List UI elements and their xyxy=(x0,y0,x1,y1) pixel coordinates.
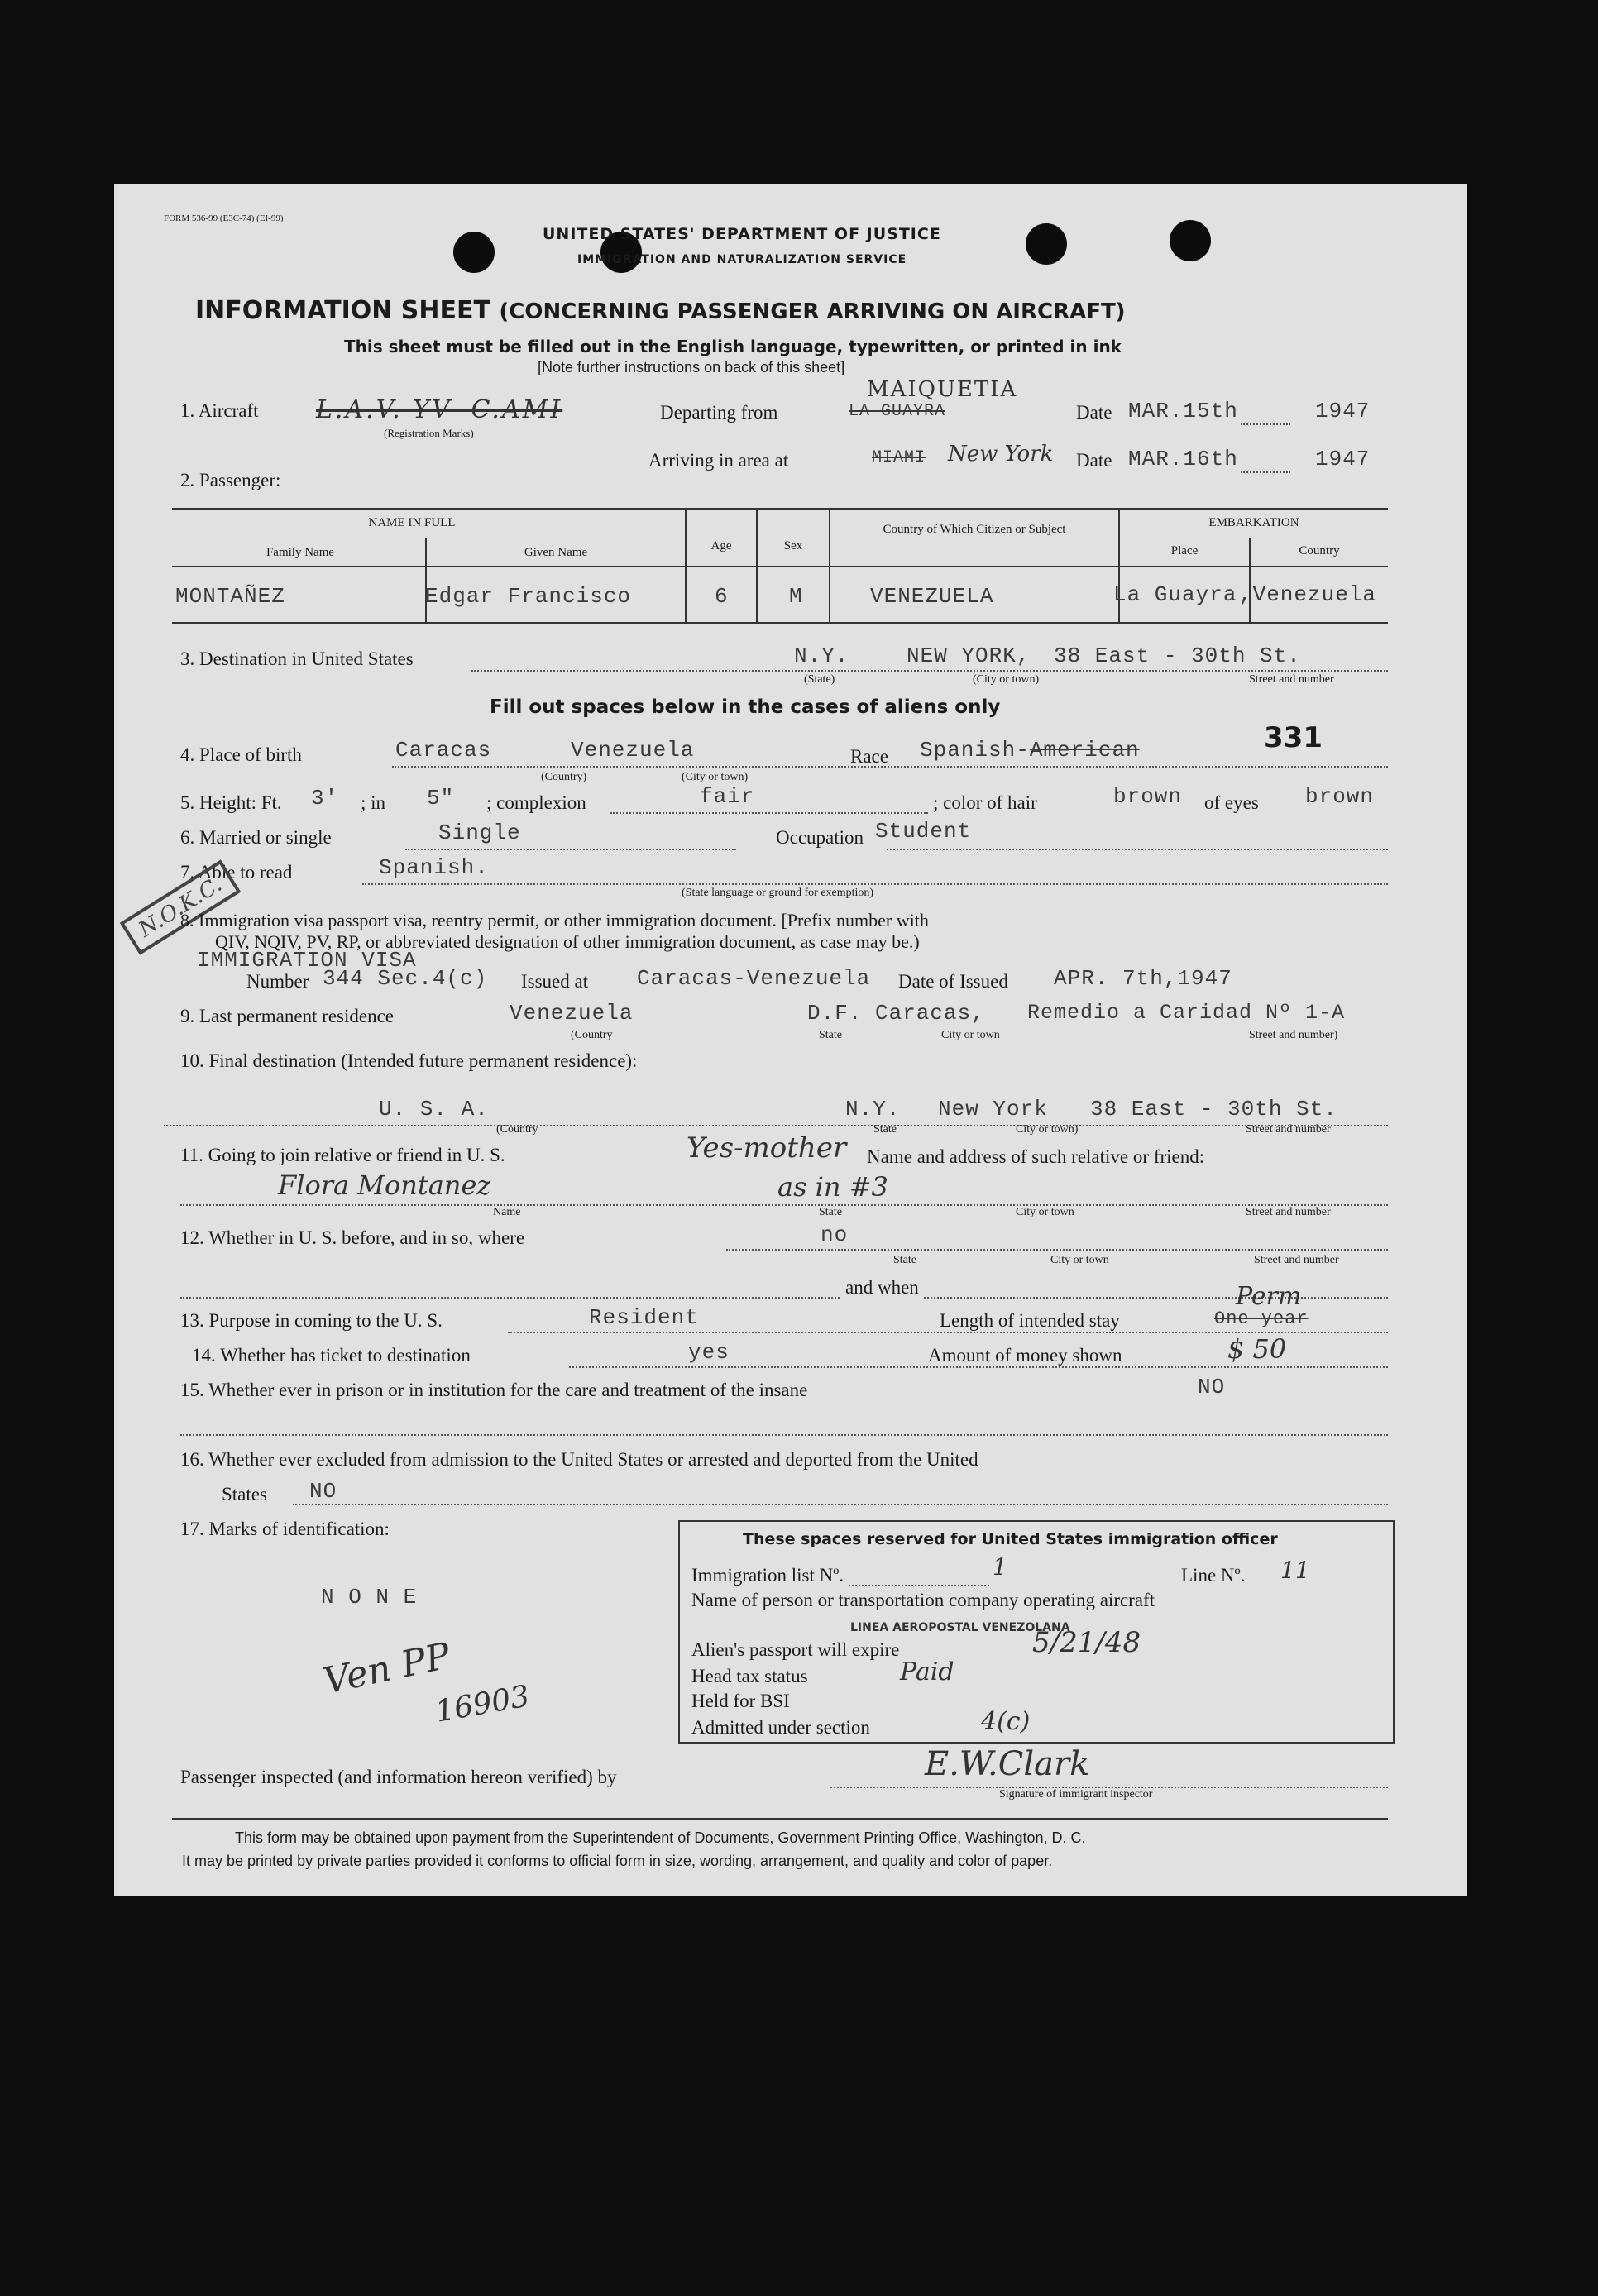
length-stay-struck: One year xyxy=(1214,1308,1309,1329)
col-age: Age xyxy=(710,539,732,552)
form-number: FORM 536-99 (E3C-74) (EI-99) xyxy=(164,213,284,223)
hair-label: ; color of hair xyxy=(933,792,1037,813)
race-value-struck: American xyxy=(1029,738,1140,763)
residence-state: D.F. xyxy=(807,1001,863,1026)
col-name-in-full: NAME IN FULL xyxy=(368,516,456,529)
ticket-value: yes xyxy=(688,1340,730,1365)
final-city: New York xyxy=(938,1097,1048,1122)
record-mark-number: 331 xyxy=(1264,721,1323,754)
operator-value: LINEA AEROPOSTAL VENEZOLANA xyxy=(850,1621,1070,1634)
arriving-struck: MIAMI xyxy=(872,448,926,467)
residence-label: 9. Last permanent residence xyxy=(180,1006,394,1026)
departure-date: MAR.15th xyxy=(1128,399,1238,423)
arriving-label: Arriving in area at xyxy=(648,450,789,471)
embark-country-value: ,Venezuela xyxy=(1239,582,1377,607)
caption-street-10: Street and number xyxy=(1246,1123,1331,1136)
complexion-value: fair xyxy=(700,784,755,809)
residence-street: Remedio a Caridad Nº 1-A xyxy=(1027,1001,1346,1025)
ticket-label: 14. Whether has ticket to destination xyxy=(192,1345,471,1366)
sex-value: M xyxy=(789,584,803,609)
relative-address-handwritten: as in #3 xyxy=(777,1171,888,1203)
departing-struck: LA GUAYRA xyxy=(849,402,946,421)
departure-year: 1947 xyxy=(1315,399,1371,423)
form-title xyxy=(195,296,1126,325)
punch-hole xyxy=(1026,223,1067,265)
visa-label-line2: QIV, NQIV, PV, RP, or abbreviated designation of other immigration document, as case may be.) xyxy=(215,931,920,952)
occupation-value: Student xyxy=(875,819,972,844)
passport-expire-value: 5/21/48 xyxy=(1032,1626,1141,1659)
visa-date-value: APR. 7th,1947 xyxy=(1054,966,1232,991)
prison-value: NO xyxy=(1198,1375,1226,1399)
visa-type-typed: IMMIGRATION VISA xyxy=(197,948,417,973)
punch-hole xyxy=(1170,220,1211,261)
passenger-label: 2. Passenger: xyxy=(180,470,281,490)
head-tax-value: Paid xyxy=(900,1657,954,1686)
prior-us-label: 12. Whether in U. S. before, and in so, where xyxy=(180,1227,525,1248)
form-sheet xyxy=(114,184,1467,1896)
caption-city-9: City or town xyxy=(941,1029,1000,1041)
line-value: 11 xyxy=(1280,1557,1310,1584)
visa-label-line1: 8. Immigration visa passport visa, reentry permit, or other immigration document. [Prefix number with xyxy=(180,910,929,930)
height-in-label: ; in xyxy=(361,792,386,813)
destination-street: 38 East - 30th St. xyxy=(1054,643,1301,668)
arrival-year: 1947 xyxy=(1315,447,1371,471)
caption-state-11: State xyxy=(819,1206,842,1218)
height-feet: 3' xyxy=(311,786,339,811)
length-stay-label: Length of intended stay xyxy=(936,1310,1123,1332)
identification-handwritten-2: 16903 xyxy=(433,1679,533,1729)
form-note: [Note further instructions on back of this sheet] xyxy=(538,359,845,375)
race-value xyxy=(920,738,1140,763)
destination-label: 3. Destination in United States xyxy=(180,648,414,669)
join-relative-answer: Yes-mother xyxy=(687,1131,847,1165)
visa-number-value: 344 Sec.4(c) xyxy=(323,966,488,991)
caption-city: (City or town) xyxy=(973,673,1040,686)
visa-number-label: Number xyxy=(246,971,309,992)
admitted-section-label: Admitted under section xyxy=(691,1717,870,1738)
length-stay-handwritten: Perm xyxy=(1236,1282,1302,1311)
form-title-paren: (CONCERNING PASSENGER ARRIVING ON AIRCRAFT) xyxy=(499,299,1126,324)
head-tax-label: Head tax status xyxy=(691,1666,808,1686)
caption-country: (Country) xyxy=(541,771,587,783)
relative-name-handwritten: Flora Montanez xyxy=(278,1170,491,1201)
and-when-label: and when xyxy=(840,1277,924,1299)
eyes-value: brown xyxy=(1305,784,1375,809)
date-label: Date xyxy=(1076,402,1112,423)
aircraft-registration: L.A.V. YV- C.AMI xyxy=(316,395,563,424)
visa-issued-label: Issued at xyxy=(521,971,589,992)
height-inches: 5" xyxy=(427,786,455,811)
inspected-label: Passenger inspected (and information hereon verified) by xyxy=(180,1767,617,1787)
departing-label: Departing from xyxy=(660,402,778,423)
eyes-label: of eyes xyxy=(1204,792,1259,813)
residence-country: Venezuela xyxy=(510,1001,634,1026)
col-citizenship: Country of Which Citizen or Subject xyxy=(883,523,1066,536)
identification-handwritten-1: Ven PP xyxy=(319,1634,454,1703)
purpose-value: Resident xyxy=(589,1305,699,1330)
registration-marks-caption: (Registration Marks) xyxy=(384,427,474,439)
punch-hole xyxy=(453,232,495,273)
col-country: Country xyxy=(1299,544,1340,557)
col-family-name: Family Name xyxy=(266,546,335,559)
caption-city-11: City or town xyxy=(1016,1206,1074,1218)
department-name: UNITED STATES' DEPARTMENT OF JUSTICE xyxy=(543,225,941,243)
identification-value: N O N E xyxy=(321,1585,418,1610)
birth-city: Caracas xyxy=(395,738,492,763)
caption-name-11: Name xyxy=(493,1206,521,1218)
excluded-label: 16. Whether ever excluded from admission to the United States or arrested and deported from the United xyxy=(180,1449,978,1470)
given-name-value: Edgar Francisco xyxy=(425,584,632,609)
service-name: IMMIGRATION AND NATURALIZATION SERVICE xyxy=(577,253,907,266)
destination-state: N.Y. xyxy=(794,643,849,668)
read-caption: (State language or ground for exemption) xyxy=(682,887,874,899)
excluded-label-2: States xyxy=(222,1484,267,1504)
marital-value: Single xyxy=(438,820,521,845)
race-label: Race xyxy=(850,746,888,767)
admitted-section-value: 4(c) xyxy=(981,1707,1031,1736)
nok-stamp: N.O.K.C. xyxy=(120,859,242,954)
purpose-label: 13. Purpose in coming to the U. S. xyxy=(180,1310,443,1331)
embark-place-value: La Guayra xyxy=(1113,582,1237,607)
officer-box-heading: These spaces reserved for United States immigration officer xyxy=(743,1530,1278,1548)
join-relative-label: 11. Going to join relative or friend in U. S. xyxy=(180,1145,505,1165)
height-label: 5. Height: Ft. xyxy=(180,792,282,813)
col-place: Place xyxy=(1170,544,1198,557)
visa-issued-value: Caracas-Venezuela xyxy=(637,966,871,991)
caption-state-12: State xyxy=(893,1254,916,1266)
complexion-label: ; complexion xyxy=(486,792,586,813)
col-embarkation: EMBARKATION xyxy=(1208,516,1299,529)
caption-country-9: (Country xyxy=(571,1029,613,1041)
prior-us-value: no xyxy=(821,1222,849,1247)
family-name-value: MONTAÑEZ xyxy=(175,584,285,609)
read-value: Spanish. xyxy=(379,855,489,880)
caption-city-town: (City or town) xyxy=(682,771,749,783)
caption-state-9: State xyxy=(819,1029,842,1041)
aircraft-label: 1. Aircraft xyxy=(180,400,259,421)
inspector-signature: E.W.Clark xyxy=(925,1745,1090,1783)
final-country: U. S. A. xyxy=(379,1097,489,1122)
col-sex: Sex xyxy=(783,539,803,552)
col-given-name: Given Name xyxy=(524,546,588,559)
departing-handwritten: MAIQUETIA xyxy=(867,377,1018,402)
operator-label: Name of person or transportation company operating aircraft xyxy=(691,1590,1155,1610)
excluded-value: NO xyxy=(309,1479,337,1504)
caption-street-11: Street and number xyxy=(1246,1206,1331,1218)
passport-expire-label: Alien's passport will expire xyxy=(691,1639,900,1660)
money-label: Amount of money shown xyxy=(925,1345,1125,1366)
hair-value: brown xyxy=(1113,784,1183,809)
immigration-list-value: 1 xyxy=(993,1553,1007,1581)
race-value-kept: Spanish- xyxy=(920,738,1030,763)
bsi-label: Held for BSI xyxy=(691,1691,790,1711)
birth-country: Venezuela xyxy=(571,738,695,763)
caption-state: (State) xyxy=(804,673,835,686)
visa-date-label: Date of Issued xyxy=(898,971,1008,992)
marital-label: 6. Married or single xyxy=(180,827,332,848)
arriving-handwritten: New York xyxy=(948,442,1054,466)
caption-state-10: State xyxy=(873,1123,897,1136)
final-destination-label: 10. Final destination (Intended future permanent residence): xyxy=(180,1050,638,1071)
final-state: N.Y. xyxy=(845,1097,901,1122)
caption-street-12: Street and number xyxy=(1254,1254,1339,1266)
caption-street-9: Street and number) xyxy=(1249,1029,1338,1041)
footer-line-1: This form may be obtained upon payment from the Superintendent of Documents, Government Printing Office, Washington, D. C. xyxy=(235,1830,1086,1846)
occupation-label: Occupation xyxy=(776,827,864,848)
citizenship-value: VENEZUELA xyxy=(870,584,994,609)
identification-label: 17. Marks of identification: xyxy=(180,1519,390,1539)
residence-city: Caracas, xyxy=(875,1001,985,1026)
caption-city-12: City or town xyxy=(1050,1254,1109,1266)
signature-caption: Signature of immigrant inspector xyxy=(999,1788,1153,1801)
birthplace-label: 4. Place of birth xyxy=(180,744,302,765)
read-label: 7. Able to read xyxy=(180,862,293,883)
immigration-list-label: Immigration list Nº. xyxy=(691,1565,844,1586)
line-label: Line Nº. xyxy=(1181,1565,1246,1586)
caption-street: Street and number xyxy=(1249,673,1334,686)
money-value: $ 50 xyxy=(1227,1333,1287,1365)
age-value: 6 xyxy=(715,584,729,609)
aliens-heading: Fill out spaces below in the cases of aliens only xyxy=(490,696,1001,718)
prison-label: 15. Whether ever in prison or in institution for the care and treatment of the insane xyxy=(180,1380,808,1400)
form-instruction: This sheet must be filled out in the English language, typewritten, or printed in ink xyxy=(344,337,1122,356)
caption-country-10: (Country xyxy=(496,1123,538,1136)
date-label-2: Date xyxy=(1076,450,1112,471)
relative-address-label: Name and address of such relative or friend: xyxy=(867,1146,1205,1167)
final-street: 38 East - 30th St. xyxy=(1090,1097,1337,1122)
arrival-date: MAR.16th xyxy=(1128,447,1238,471)
caption-city-10: City or town) xyxy=(1016,1123,1079,1136)
destination-city: NEW YORK, xyxy=(907,643,1031,668)
form-title-main: INFORMATION SHEET xyxy=(195,296,490,325)
footer-line-2: It may be printed by private parties provided it conforms to official form in size, wording, arrangement, and quality and color of paper. xyxy=(182,1853,1053,1869)
